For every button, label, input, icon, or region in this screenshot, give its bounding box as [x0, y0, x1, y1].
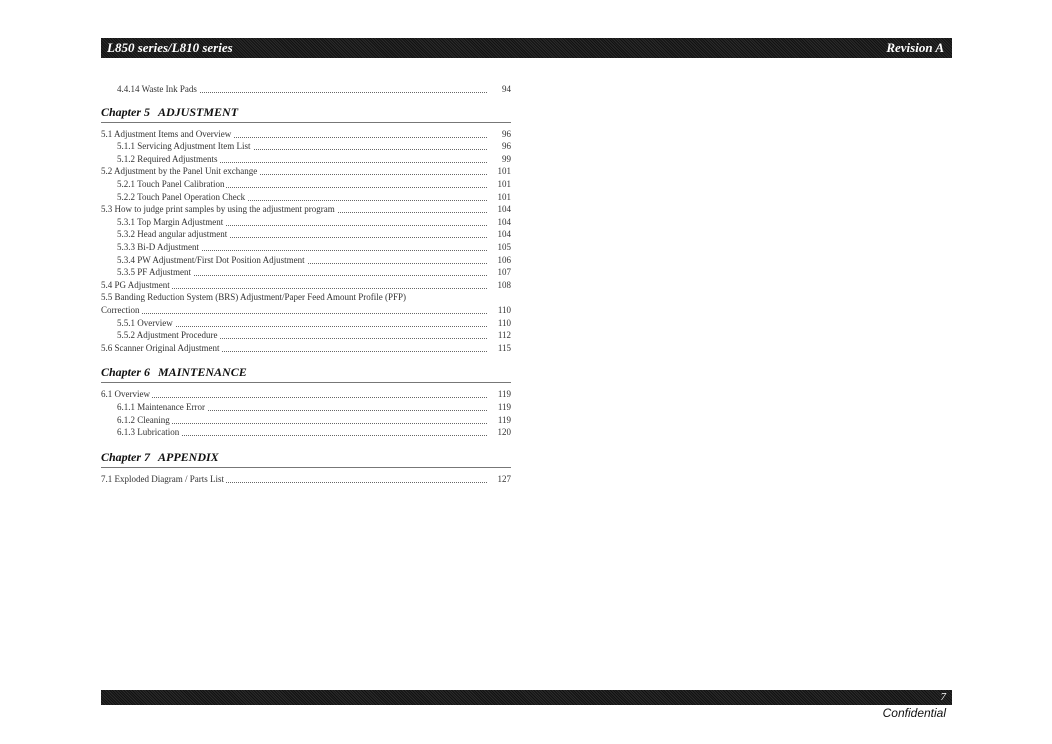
toc-entry-title: Overview	[137, 317, 173, 328]
header-revision: Revision A	[886, 40, 944, 55]
toc-entry-number: 6.1.1	[117, 402, 135, 412]
toc-entry-number: 6.1.2	[117, 414, 135, 425]
toc-entry-page: 101	[489, 191, 511, 203]
chapter-heading[interactable]	[101, 104, 511, 123]
header-bar	[101, 38, 952, 58]
toc-entry-title: Scanner Original Adjustment	[114, 342, 220, 353]
toc-entry-number: 5.2	[101, 166, 113, 177]
toc-entry-number: 5.5.1	[117, 317, 135, 328]
toc-entry-number: 5.3.3	[117, 242, 135, 252]
toc-entry-number: 5.1	[101, 128, 113, 139]
toc-entry-page: 110	[489, 317, 511, 329]
toc-entry-title: Cleaning	[137, 414, 170, 425]
toc-entry-number: 5.1.2	[117, 153, 135, 164]
toc-entry-page: 119	[489, 388, 511, 400]
toc-entry-number: 5.3.2	[117, 229, 135, 240]
toc-entry-number: 4.4.14	[117, 84, 140, 94]
toc-entry[interactable]	[101, 216, 511, 228]
leader-dots	[117, 414, 487, 424]
toc-entry[interactable]	[101, 203, 511, 215]
toc-entry[interactable]	[101, 473, 511, 485]
toc-entry-title: Overview	[114, 389, 150, 400]
toc-entry[interactable]	[101, 279, 511, 291]
page-number: 7	[940, 691, 946, 703]
toc-entry[interactable]	[101, 291, 511, 303]
toc-entry-title: Adjustment by the Panel Unit exchange	[114, 166, 258, 177]
chapter-label: Chapter 7	[101, 449, 151, 464]
toc-entry[interactable]	[101, 401, 511, 413]
toc-entry[interactable]	[101, 228, 511, 240]
chapter-label: Chapter 6	[101, 365, 151, 380]
toc-entry-page: 108	[489, 279, 511, 291]
toc-entry-page: 96	[489, 128, 511, 140]
toc-entry-number: 5.3	[101, 204, 113, 215]
toc-entry-title: Lubrication	[137, 427, 180, 438]
toc-entry[interactable]	[101, 140, 511, 152]
toc-entry[interactable]	[101, 83, 511, 95]
toc-entry-title: Banding Reduction System (BRS) Adjustment/Paper Feed Amount Profile (PFP)	[114, 292, 406, 303]
toc-entry-page: 96	[489, 140, 511, 152]
chapter-heading[interactable]	[101, 364, 511, 383]
toc-entry-page: 127	[489, 473, 511, 485]
toc-entry-page: 112	[489, 329, 511, 341]
toc-entry-title: PW Adjustment/First Dot Position Adjustment	[137, 254, 305, 265]
chapter-title: APPENDIX	[158, 449, 219, 464]
toc-entry-title: Adjustment Procedure	[136, 330, 218, 341]
toc-entry-page: 101	[489, 178, 511, 190]
toc-entry-number: 6.1.3	[117, 427, 135, 438]
toc-entry-number: 5.2.2	[117, 191, 135, 202]
toc-entry-number: 5.5.2	[117, 330, 135, 341]
toc-entry[interactable]	[101, 178, 511, 190]
toc-entry-number: 5.5	[101, 292, 113, 303]
toc-entry-number: 5.2.1	[117, 179, 135, 189]
toc-entry-number: 5.3.4	[117, 254, 135, 265]
toc-entry[interactable]	[101, 414, 511, 426]
toc-entry-page: 104	[489, 228, 511, 240]
toc-entry-number: 6.1	[101, 389, 113, 400]
toc-entry-page: 105	[489, 241, 511, 253]
toc-entry-title: Required Adjustments	[137, 153, 218, 164]
toc-entry-title: Touch Panel Operation Check	[137, 191, 246, 202]
toc-entry-page: 119	[489, 414, 511, 426]
chapter-title: MAINTENANCE	[158, 365, 247, 380]
toc-entry-page: 115	[489, 342, 511, 354]
chapter-heading[interactable]	[101, 449, 511, 468]
toc-entry-number: 5.4	[101, 279, 113, 290]
footer-bar	[101, 690, 952, 705]
toc-entry[interactable]	[101, 191, 511, 203]
toc-entry-page: 94	[489, 83, 511, 95]
toc-entry-title: Servicing Adjustment Item List	[137, 141, 251, 152]
chapter-label: Chapter 5	[101, 104, 151, 119]
toc-entry-title: PF Adjustment	[137, 267, 192, 278]
toc-entry-page: 104	[489, 203, 511, 215]
toc-entry[interactable]	[101, 165, 511, 177]
toc-entry-number: 5.6	[101, 342, 113, 353]
toc-entry-title: Waste Ink Pads	[141, 84, 197, 94]
toc-entry[interactable]	[101, 317, 511, 329]
toc-entry-title: Head angular adjustment	[137, 229, 228, 240]
leader-dots	[101, 304, 487, 314]
toc-entry[interactable]	[101, 329, 511, 341]
toc-entry-page: 104	[489, 216, 511, 228]
toc-entry[interactable]	[101, 153, 511, 165]
toc-entry-page: 107	[489, 266, 511, 278]
toc-entry-title: Correction	[101, 305, 140, 315]
toc-entry-title: Top Margin Adjustment	[137, 216, 224, 227]
toc-entry-title: Bi-D Adjustment	[137, 242, 200, 252]
toc-entry-page: 119	[489, 401, 511, 413]
toc-entry-page: 120	[489, 426, 511, 438]
header-model: L850 series/L810 series	[107, 40, 233, 55]
toc-entry[interactable]	[101, 266, 511, 278]
toc-entry[interactable]	[101, 342, 511, 354]
toc-entry-number: 5.3.5	[117, 267, 135, 278]
toc-entry-number: 7.1	[101, 473, 113, 484]
toc-entry-page: 99	[489, 153, 511, 165]
toc-entry-number: 5.1.1	[117, 141, 135, 152]
toc-entry-page: 101	[489, 165, 511, 177]
toc-entry-title: How to judge print samples by using the adjustment program	[114, 204, 335, 215]
toc-entry-title: Adjustment Items and Overview	[114, 128, 232, 139]
chapter-title: ADJUSTMENT	[158, 104, 239, 119]
toc-entry-title: Maintenance Error	[137, 402, 205, 412]
toc-entry-title: Touch Panel Calibration	[137, 179, 225, 189]
toc-entry-page: 110	[489, 304, 511, 316]
toc-entry-page: 106	[489, 254, 511, 266]
toc-entry[interactable]	[101, 304, 511, 316]
confidential-label: Confidential	[882, 706, 946, 720]
toc-entry[interactable]	[101, 241, 511, 253]
toc-entry[interactable]	[101, 254, 511, 266]
toc-entry-title: PG Adjustment	[114, 279, 170, 290]
toc-entry[interactable]	[101, 388, 511, 400]
toc-entry-number: 5.3.1	[117, 216, 135, 227]
leader-dots	[101, 388, 487, 398]
toc-entry[interactable]	[101, 128, 511, 140]
toc-entry[interactable]	[101, 426, 511, 438]
toc-entry-title: Exploded Diagram / Parts List	[114, 473, 224, 484]
